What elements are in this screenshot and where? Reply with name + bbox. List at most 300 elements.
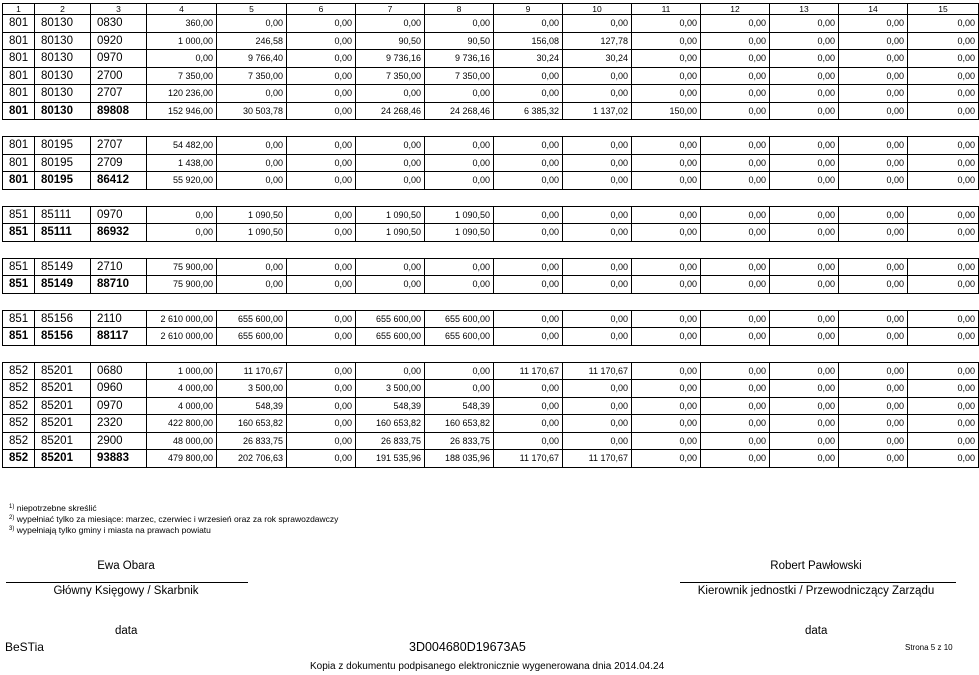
amount-cell: 655 600,00 bbox=[425, 310, 494, 328]
amount-cell: 11 170,67 bbox=[494, 362, 563, 380]
amount-cell: 0,00 bbox=[632, 450, 701, 468]
amount-cell: 0,00 bbox=[770, 102, 839, 120]
amount-cell: 0,00 bbox=[287, 310, 356, 328]
classification-code-cell: 85111 bbox=[35, 224, 91, 242]
group-separator bbox=[3, 189, 979, 206]
column-number: 3 bbox=[91, 4, 147, 15]
amount-cell: 0,00 bbox=[908, 154, 979, 172]
group-separator bbox=[3, 293, 979, 310]
amount-cell: 202 706,63 bbox=[217, 450, 287, 468]
amount-cell: 0,00 bbox=[839, 328, 908, 346]
amount-cell: 0,00 bbox=[632, 380, 701, 398]
amount-cell: 0,00 bbox=[147, 50, 217, 68]
classification-code-cell: 2700 bbox=[91, 67, 147, 85]
amount-cell: 0,00 bbox=[425, 137, 494, 155]
footnote-2 bbox=[9, 514, 338, 525]
classification-code-cell: 80130 bbox=[35, 85, 91, 103]
amount-cell: 422 800,00 bbox=[147, 415, 217, 433]
amount-cell: 0,00 bbox=[908, 397, 979, 415]
amount-cell: 0,00 bbox=[839, 224, 908, 242]
amount-cell: 0,00 bbox=[632, 362, 701, 380]
amount-cell: 0,00 bbox=[287, 397, 356, 415]
amount-cell: 150,00 bbox=[632, 102, 701, 120]
amount-cell: 0,00 bbox=[908, 85, 979, 103]
table-row bbox=[3, 362, 979, 380]
group-separator bbox=[3, 241, 979, 258]
amount-cell: 0,00 bbox=[632, 310, 701, 328]
amount-cell: 0,00 bbox=[494, 276, 563, 294]
amount-cell: 0,00 bbox=[632, 137, 701, 155]
classification-code-cell: 88117 bbox=[91, 328, 147, 346]
amount-cell: 0,00 bbox=[839, 310, 908, 328]
footnote-1 bbox=[9, 503, 338, 514]
amount-cell: 0,00 bbox=[287, 258, 356, 276]
amount-cell: 0,00 bbox=[563, 276, 632, 294]
amount-cell: 0,00 bbox=[701, 172, 770, 190]
classification-code-cell: 851 bbox=[3, 258, 35, 276]
amount-cell: 0,00 bbox=[632, 32, 701, 50]
amount-cell: 0,00 bbox=[701, 50, 770, 68]
amount-cell: 0,00 bbox=[287, 32, 356, 50]
group-separator-cell bbox=[3, 241, 979, 258]
classification-code-cell: 85201 bbox=[35, 380, 91, 398]
amount-cell: 0,00 bbox=[563, 137, 632, 155]
amount-cell: 0,00 bbox=[908, 15, 979, 33]
amount-cell: 0,00 bbox=[494, 85, 563, 103]
amount-cell: 0,00 bbox=[908, 276, 979, 294]
amount-cell: 0,00 bbox=[563, 67, 632, 85]
amount-cell: 0,00 bbox=[908, 328, 979, 346]
amount-cell: 0,00 bbox=[701, 32, 770, 50]
classification-code-cell: 852 bbox=[3, 380, 35, 398]
amount-cell: 0,00 bbox=[701, 415, 770, 433]
amount-cell: 0,00 bbox=[770, 67, 839, 85]
footnote-mark: 2) bbox=[9, 515, 15, 521]
amount-cell: 0,00 bbox=[839, 415, 908, 433]
amount-cell: 24 268,46 bbox=[356, 102, 425, 120]
column-number: 2 bbox=[35, 4, 91, 15]
classification-code-cell: 851 bbox=[3, 276, 35, 294]
amount-cell: 156,08 bbox=[494, 32, 563, 50]
classification-code-cell: 85201 bbox=[35, 362, 91, 380]
group-separator bbox=[3, 120, 979, 137]
amount-cell: 0,00 bbox=[908, 450, 979, 468]
left-date-label: data bbox=[115, 625, 138, 637]
footnote-mark: 3) bbox=[9, 526, 15, 532]
amount-cell: 0,00 bbox=[701, 362, 770, 380]
amount-cell: 0,00 bbox=[494, 224, 563, 242]
amount-cell: 160 653,82 bbox=[356, 415, 425, 433]
amount-cell: 0,00 bbox=[287, 85, 356, 103]
amount-cell: 0,00 bbox=[701, 258, 770, 276]
amount-cell: 0,00 bbox=[287, 172, 356, 190]
amount-cell: 0,00 bbox=[908, 258, 979, 276]
report-table-body bbox=[3, 4, 979, 468]
table-row bbox=[3, 415, 979, 433]
classification-code-cell: 93883 bbox=[91, 450, 147, 468]
classification-code-cell: 801 bbox=[3, 15, 35, 33]
classification-code-cell: 852 bbox=[3, 415, 35, 433]
amount-cell: 0,00 bbox=[217, 15, 287, 33]
column-number: 10 bbox=[563, 4, 632, 15]
amount-cell: 0,00 bbox=[839, 50, 908, 68]
amount-cell: 0,00 bbox=[425, 276, 494, 294]
amount-cell: 0,00 bbox=[701, 15, 770, 33]
amount-cell: 246,58 bbox=[217, 32, 287, 50]
classification-code-cell: 89808 bbox=[91, 102, 147, 120]
amount-cell: 0,00 bbox=[563, 380, 632, 398]
classification-code-cell: 801 bbox=[3, 50, 35, 68]
column-number: 12 bbox=[701, 4, 770, 15]
classification-code-cell: 801 bbox=[3, 172, 35, 190]
amount-cell: 0,00 bbox=[217, 85, 287, 103]
amount-cell: 0,00 bbox=[563, 415, 632, 433]
amount-cell: 0,00 bbox=[287, 432, 356, 450]
amount-cell: 0,00 bbox=[770, 258, 839, 276]
amount-cell: 0,00 bbox=[632, 172, 701, 190]
amount-cell: 0,00 bbox=[287, 276, 356, 294]
amount-cell: 0,00 bbox=[701, 450, 770, 468]
right-signature-line bbox=[680, 582, 956, 583]
amount-cell: 0,00 bbox=[632, 224, 701, 242]
amount-cell: 0,00 bbox=[839, 32, 908, 50]
amount-cell: 0,00 bbox=[356, 276, 425, 294]
amount-cell: 0,00 bbox=[770, 362, 839, 380]
amount-cell: 0,00 bbox=[217, 154, 287, 172]
amount-cell: 191 535,96 bbox=[356, 450, 425, 468]
amount-cell: 11 170,67 bbox=[563, 450, 632, 468]
classification-code-cell: 80195 bbox=[35, 137, 91, 155]
column-number: 15 bbox=[908, 4, 979, 15]
amount-cell: 90,50 bbox=[356, 32, 425, 50]
amount-cell: 479 800,00 bbox=[147, 450, 217, 468]
table-row bbox=[3, 137, 979, 155]
amount-cell: 0,00 bbox=[356, 154, 425, 172]
classification-code-cell: 80195 bbox=[35, 154, 91, 172]
report-table bbox=[2, 3, 979, 468]
amount-cell: 0,00 bbox=[563, 85, 632, 103]
classification-code-cell: 801 bbox=[3, 102, 35, 120]
amount-cell: 0,00 bbox=[701, 310, 770, 328]
amount-cell: 0,00 bbox=[908, 415, 979, 433]
column-number: 1 bbox=[3, 4, 35, 15]
amount-cell: 0,00 bbox=[770, 154, 839, 172]
amount-cell: 0,00 bbox=[632, 67, 701, 85]
amount-cell: 0,00 bbox=[494, 415, 563, 433]
amount-cell: 360,00 bbox=[147, 15, 217, 33]
amount-cell: 548,39 bbox=[425, 397, 494, 415]
amount-cell: 75 900,00 bbox=[147, 276, 217, 294]
classification-code-cell: 86932 bbox=[91, 224, 147, 242]
amount-cell: 127,78 bbox=[563, 32, 632, 50]
amount-cell: 48 000,00 bbox=[147, 432, 217, 450]
amount-cell: 9 736,16 bbox=[356, 50, 425, 68]
classification-code-cell: 0960 bbox=[91, 380, 147, 398]
classification-code-cell: 0920 bbox=[91, 32, 147, 50]
classification-code-cell: 80195 bbox=[35, 172, 91, 190]
footnote-mark: 1) bbox=[9, 504, 15, 510]
amount-cell: 1 090,50 bbox=[217, 224, 287, 242]
amount-cell: 0,00 bbox=[908, 67, 979, 85]
amount-cell: 0,00 bbox=[908, 362, 979, 380]
column-number: 11 bbox=[632, 4, 701, 15]
column-number-row bbox=[3, 4, 979, 15]
classification-code-cell: 85111 bbox=[35, 206, 91, 224]
classification-code-cell: 2707 bbox=[91, 85, 147, 103]
amount-cell: 0,00 bbox=[425, 15, 494, 33]
amount-cell: 0,00 bbox=[563, 432, 632, 450]
amount-cell: 1 090,50 bbox=[425, 224, 494, 242]
amount-cell: 0,00 bbox=[287, 224, 356, 242]
amount-cell: 0,00 bbox=[908, 32, 979, 50]
classification-code-cell: 852 bbox=[3, 450, 35, 468]
amount-cell: 1 137,02 bbox=[563, 102, 632, 120]
amount-cell: 0,00 bbox=[839, 172, 908, 190]
amount-cell: 0,00 bbox=[701, 328, 770, 346]
classification-code-cell: 801 bbox=[3, 67, 35, 85]
amount-cell: 0,00 bbox=[217, 137, 287, 155]
amount-cell: 7 350,00 bbox=[425, 67, 494, 85]
column-number: 9 bbox=[494, 4, 563, 15]
amount-cell: 7 350,00 bbox=[356, 67, 425, 85]
amount-cell: 655 600,00 bbox=[217, 328, 287, 346]
amount-cell: 55 920,00 bbox=[147, 172, 217, 190]
classification-code-cell: 86412 bbox=[91, 172, 147, 190]
amount-cell: 0,00 bbox=[425, 172, 494, 190]
document-code: 3D004680D19673A5 bbox=[409, 640, 526, 654]
amount-cell: 90,50 bbox=[425, 32, 494, 50]
table-total-row bbox=[3, 450, 979, 468]
amount-cell: 0,00 bbox=[770, 450, 839, 468]
classification-code-cell: 851 bbox=[3, 224, 35, 242]
amount-cell: 0,00 bbox=[908, 172, 979, 190]
group-separator-cell bbox=[3, 293, 979, 310]
amount-cell: 4 000,00 bbox=[147, 397, 217, 415]
amount-cell: 0,00 bbox=[425, 258, 494, 276]
app-name: BeSTia bbox=[5, 640, 44, 654]
amount-cell: 0,00 bbox=[839, 362, 908, 380]
amount-cell: 0,00 bbox=[494, 67, 563, 85]
amount-cell: 1 090,50 bbox=[425, 206, 494, 224]
amount-cell: 655 600,00 bbox=[217, 310, 287, 328]
amount-cell: 0,00 bbox=[147, 206, 217, 224]
amount-cell: 0,00 bbox=[839, 380, 908, 398]
amount-cell: 0,00 bbox=[632, 415, 701, 433]
classification-code-cell: 2110 bbox=[91, 310, 147, 328]
amount-cell: 1 090,50 bbox=[356, 224, 425, 242]
amount-cell: 9 766,40 bbox=[217, 50, 287, 68]
amount-cell: 0,00 bbox=[839, 137, 908, 155]
table-row bbox=[3, 258, 979, 276]
amount-cell: 0,00 bbox=[287, 154, 356, 172]
classification-code-cell: 801 bbox=[3, 32, 35, 50]
amount-cell: 0,00 bbox=[770, 432, 839, 450]
amount-cell: 9 736,16 bbox=[425, 50, 494, 68]
amount-cell: 0,00 bbox=[425, 85, 494, 103]
amount-cell: 0,00 bbox=[770, 50, 839, 68]
amount-cell: 0,00 bbox=[908, 310, 979, 328]
amount-cell: 7 350,00 bbox=[147, 67, 217, 85]
amount-cell: 120 236,00 bbox=[147, 85, 217, 103]
column-number: 14 bbox=[839, 4, 908, 15]
amount-cell: 0,00 bbox=[770, 380, 839, 398]
amount-cell: 0,00 bbox=[356, 15, 425, 33]
footnote-3 bbox=[9, 525, 338, 536]
classification-code-cell: 85149 bbox=[35, 276, 91, 294]
amount-cell: 0,00 bbox=[770, 310, 839, 328]
table-row bbox=[3, 380, 979, 398]
column-number: 4 bbox=[147, 4, 217, 15]
amount-cell: 1 090,50 bbox=[356, 206, 425, 224]
amount-cell: 30 503,78 bbox=[217, 102, 287, 120]
amount-cell: 0,00 bbox=[356, 172, 425, 190]
classification-code-cell: 851 bbox=[3, 328, 35, 346]
amount-cell: 0,00 bbox=[770, 15, 839, 33]
amount-cell: 0,00 bbox=[494, 137, 563, 155]
amount-cell: 26 833,75 bbox=[217, 432, 287, 450]
footnotes bbox=[9, 503, 338, 536]
amount-cell: 0,00 bbox=[632, 397, 701, 415]
classification-code-cell: 80130 bbox=[35, 15, 91, 33]
amount-cell: 0,00 bbox=[632, 206, 701, 224]
amount-cell: 0,00 bbox=[494, 15, 563, 33]
classification-code-cell: 0970 bbox=[91, 397, 147, 415]
footnote-text: wypełniają tylko gminy i miasta na prawach powiatu bbox=[16, 525, 211, 535]
amount-cell: 0,00 bbox=[425, 380, 494, 398]
table-total-row bbox=[3, 102, 979, 120]
amount-cell: 0,00 bbox=[425, 362, 494, 380]
table-row bbox=[3, 154, 979, 172]
amount-cell: 0,00 bbox=[356, 258, 425, 276]
left-signatory-name: Ewa Obara bbox=[97, 560, 155, 572]
classification-code-cell: 80130 bbox=[35, 32, 91, 50]
classification-code-cell: 85201 bbox=[35, 450, 91, 468]
amount-cell: 75 900,00 bbox=[147, 258, 217, 276]
amount-cell: 0,00 bbox=[287, 50, 356, 68]
right-signatory-role: Kierownik jednostki / Przewodniczący Zarządu bbox=[697, 585, 935, 597]
amount-cell: 0,00 bbox=[908, 102, 979, 120]
amount-cell: 3 500,00 bbox=[356, 380, 425, 398]
amount-cell: 7 350,00 bbox=[217, 67, 287, 85]
amount-cell: 0,00 bbox=[839, 450, 908, 468]
amount-cell: 1 090,50 bbox=[217, 206, 287, 224]
amount-cell: 0,00 bbox=[494, 328, 563, 346]
amount-cell: 0,00 bbox=[632, 50, 701, 68]
amount-cell: 0,00 bbox=[287, 206, 356, 224]
amount-cell: 0,00 bbox=[425, 154, 494, 172]
amount-cell: 0,00 bbox=[494, 432, 563, 450]
amount-cell: 11 170,67 bbox=[563, 362, 632, 380]
classification-code-cell: 852 bbox=[3, 397, 35, 415]
classification-code-cell: 80130 bbox=[35, 50, 91, 68]
amount-cell: 655 600,00 bbox=[356, 328, 425, 346]
amount-cell: 0,00 bbox=[701, 380, 770, 398]
amount-cell: 0,00 bbox=[632, 328, 701, 346]
classification-code-cell: 80130 bbox=[35, 67, 91, 85]
table-row bbox=[3, 50, 979, 68]
table-row bbox=[3, 15, 979, 33]
amount-cell: 1 000,00 bbox=[147, 32, 217, 50]
table-total-row bbox=[3, 224, 979, 242]
page-number: Strona 5 z 10 bbox=[905, 643, 953, 652]
amount-cell: 30,24 bbox=[494, 50, 563, 68]
column-number: 7 bbox=[356, 4, 425, 15]
right-signatory-name: Robert Pawłowski bbox=[770, 560, 862, 572]
classification-code-cell: 2707 bbox=[91, 137, 147, 155]
group-separator bbox=[3, 345, 979, 362]
amount-cell: 0,00 bbox=[356, 362, 425, 380]
amount-cell: 0,00 bbox=[217, 258, 287, 276]
amount-cell: 0,00 bbox=[287, 380, 356, 398]
amount-cell: 655 600,00 bbox=[425, 328, 494, 346]
amount-cell: 152 946,00 bbox=[147, 102, 217, 120]
group-separator-cell bbox=[3, 120, 979, 137]
amount-cell: 0,00 bbox=[770, 224, 839, 242]
amount-cell: 0,00 bbox=[908, 380, 979, 398]
amount-cell: 0,00 bbox=[287, 415, 356, 433]
classification-code-cell: 0680 bbox=[91, 362, 147, 380]
amount-cell: 0,00 bbox=[632, 85, 701, 103]
amount-cell: 0,00 bbox=[701, 137, 770, 155]
amount-cell: 0,00 bbox=[287, 102, 356, 120]
amount-cell: 160 653,82 bbox=[217, 415, 287, 433]
classification-code-cell: 85201 bbox=[35, 432, 91, 450]
amount-cell: 0,00 bbox=[908, 50, 979, 68]
classification-code-cell: 801 bbox=[3, 154, 35, 172]
amount-cell: 0,00 bbox=[287, 67, 356, 85]
amount-cell: 0,00 bbox=[701, 397, 770, 415]
table-row bbox=[3, 32, 979, 50]
amount-cell: 0,00 bbox=[217, 276, 287, 294]
table-row bbox=[3, 67, 979, 85]
amount-cell: 0,00 bbox=[632, 432, 701, 450]
amount-cell: 0,00 bbox=[217, 172, 287, 190]
amount-cell: 0,00 bbox=[356, 85, 425, 103]
table-total-row bbox=[3, 328, 979, 346]
amount-cell: 0,00 bbox=[839, 15, 908, 33]
classification-code-cell: 801 bbox=[3, 85, 35, 103]
amount-cell: 160 653,82 bbox=[425, 415, 494, 433]
classification-code-cell: 801 bbox=[3, 137, 35, 155]
table-total-row bbox=[3, 276, 979, 294]
amount-cell: 0,00 bbox=[701, 206, 770, 224]
amount-cell: 0,00 bbox=[908, 137, 979, 155]
amount-cell: 0,00 bbox=[770, 415, 839, 433]
left-signature-line bbox=[6, 582, 248, 583]
amount-cell: 54 482,00 bbox=[147, 137, 217, 155]
amount-cell: 0,00 bbox=[632, 276, 701, 294]
left-signatory-role: Główny Księgowy / Skarbnik bbox=[53, 585, 199, 597]
amount-cell: 0,00 bbox=[287, 137, 356, 155]
amount-cell: 11 170,67 bbox=[217, 362, 287, 380]
amount-cell: 0,00 bbox=[839, 397, 908, 415]
column-number: 5 bbox=[217, 4, 287, 15]
amount-cell: 0,00 bbox=[839, 276, 908, 294]
amount-cell: 11 170,67 bbox=[494, 450, 563, 468]
amount-cell: 0,00 bbox=[494, 172, 563, 190]
classification-code-cell: 0970 bbox=[91, 206, 147, 224]
classification-code-cell: 88710 bbox=[91, 276, 147, 294]
classification-code-cell: 85149 bbox=[35, 258, 91, 276]
classification-code-cell: 2320 bbox=[91, 415, 147, 433]
amount-cell: 0,00 bbox=[563, 15, 632, 33]
amount-cell: 0,00 bbox=[839, 206, 908, 224]
classification-code-cell: 851 bbox=[3, 310, 35, 328]
amount-cell: 0,00 bbox=[839, 102, 908, 120]
amount-cell: 0,00 bbox=[701, 102, 770, 120]
electronic-copy-note: Kopia z dokumentu podpisanego elektronicznie wygenerowana dnia 2014.04.24 bbox=[310, 661, 665, 672]
amount-cell: 0,00 bbox=[701, 224, 770, 242]
